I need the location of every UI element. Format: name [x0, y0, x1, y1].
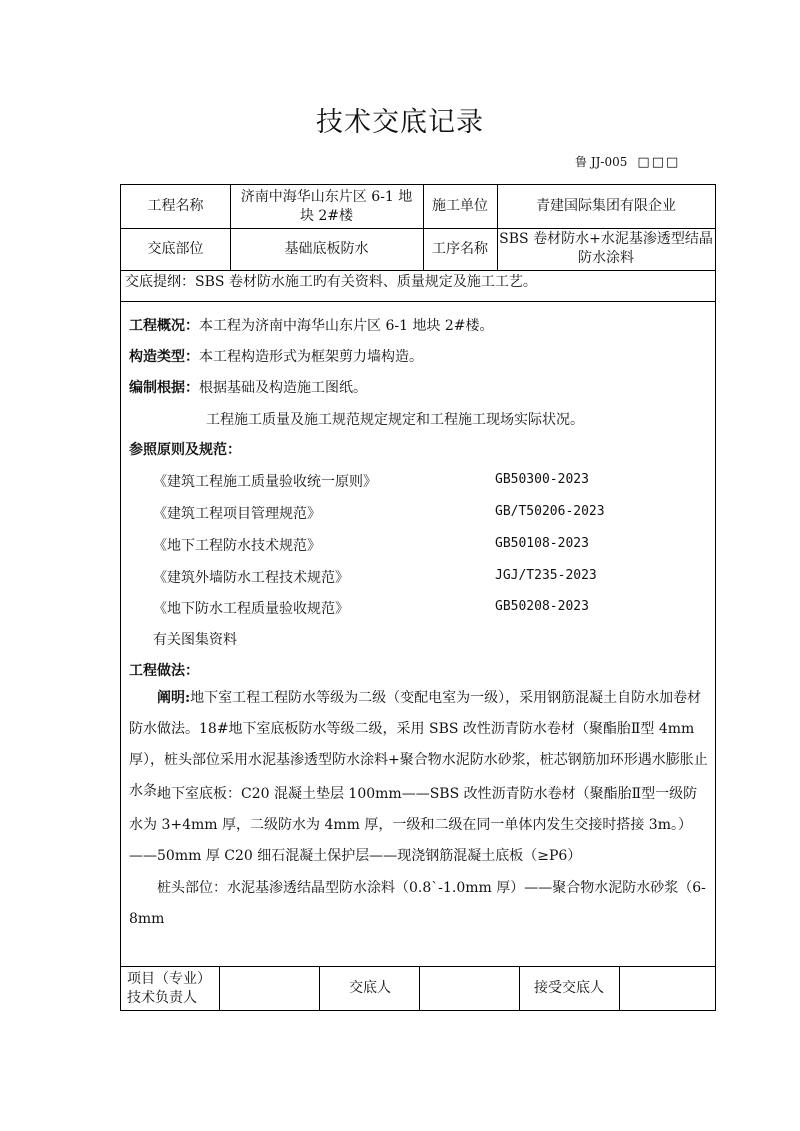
standard-code: GB50108-2023 [495, 536, 589, 551]
structure-line [129, 346, 423, 366]
explanation-label: 阐明: [157, 690, 191, 706]
standard-name: 《地下工程防水技术规范》 [153, 538, 321, 554]
row-divider [121, 301, 715, 302]
overview-label: 工程概况： [129, 318, 199, 334]
method-paragraph-2: 地下室底板：C20 混凝土垫层 100mm——SBS 改性沥青防水卷材（聚酯胎Ⅱ型一级防水为 3+4mm 厚，二级防水为 4mm 厚，一级和二级在同一单体内发生交接时搭接 3m。）——50mm 厚 C20 细石混凝土保护层——现浇钢筋混凝土底板（≥P6） [129, 786, 698, 864]
structure-label: 构造类型： [129, 349, 199, 365]
column-divider [219, 966, 220, 1010]
technical-lead-line: 项目（专业） [127, 971, 211, 987]
project-name-value [230, 185, 423, 228]
basis-text: 根据基础及构造施工图纸。 [199, 380, 367, 396]
overview-text: 本工程为济南中海华山东片区 6-1 地块 2#楼。 [199, 318, 494, 334]
standard-code: JGJ/T235-2023 [495, 568, 597, 583]
basis-label: 编制根据： [129, 380, 199, 396]
standards-label: 参照原则及规范： [129, 442, 241, 458]
method-label: 工程做法： [129, 663, 199, 679]
standard-name: 《建筑工程施工质量验收统一原则》 [153, 474, 377, 490]
explanation-text: 地下室工程工程防水等级为二级（变配电室为一级），采用钢筋混凝土自防水加卷材防水做法。18#地下室底板防水等级二级，采用 SBS 改性沥青防水卷材（聚酯胎Ⅱ型 4mm 厚），桩头部位采用水泥基渗透型防水涂料+聚合物水泥防水砂浆，桩芯钢筋加环形遇水膨胀止水条。 [129, 690, 708, 799]
column-divider [419, 966, 420, 1010]
basis-line [129, 377, 367, 397]
record-table [120, 184, 716, 1011]
process-name-line: SBS 卷材防水+水泥基渗透型结晶 [499, 231, 713, 247]
standard-code: GB/T50206-2023 [495, 504, 605, 519]
process-name-value [497, 228, 715, 270]
disclosure-part-value: 基础底板防水 [284, 240, 369, 257]
standard-name: 《地下防水工程质量验收规范》 [153, 601, 349, 617]
standard-code: GB50300-2023 [495, 472, 589, 487]
method-paragraph-3: 桩头部位：水泥基渗透结晶型防水涂料（0.8`-1.0mm 厚）——聚合物水泥防水砂浆（6-8mm [129, 880, 706, 927]
document-code-boxes: □□□ [637, 155, 681, 170]
project-name-label: 工程名称 [147, 198, 204, 214]
process-name-line: 防水涂料 [578, 250, 634, 266]
discloser-label: 交底人 [349, 979, 391, 996]
process-name-label: 工序名称 [432, 240, 488, 257]
structure-text: 本工程构造形式为框架剪力墙构造。 [199, 349, 423, 365]
project-name-line: 济南中海华山东片区 6-1 地 [240, 188, 413, 205]
column-divider [619, 966, 620, 1010]
document-code: 鲁 JJ-005 [575, 155, 628, 169]
technical-lead-line: 技术负责人 [127, 990, 197, 1006]
basis-text-continued: 工程施工质量及施工规范规定规定和工程施工现场实际状况。 [206, 412, 584, 428]
technical-lead-label [127, 970, 211, 1008]
project-name-line: 块 2#楼 [299, 207, 354, 224]
contractor-value: 青建国际集团有限企业 [536, 198, 676, 214]
contractor-label: 施工单位 [432, 198, 488, 214]
standard-code: GB50208-2023 [495, 599, 589, 614]
document-number [575, 153, 680, 170]
standard-name: 《建筑外墙防水工程技术规范》 [153, 570, 349, 586]
disclosure-part-label: 交底部位 [147, 240, 204, 257]
disclosure-outline: 交底提纲：SBS 卷材防水施工旳有关资料、质量规定及施工工艺。 [125, 274, 537, 290]
page-title: 技术交底记录 [316, 107, 484, 138]
atlas-note: 有关图集资料 [153, 632, 237, 648]
overview-line [129, 315, 494, 335]
receiver-label: 接受交底人 [534, 979, 604, 996]
standard-name: 《建筑工程项目管理规范》 [153, 506, 321, 522]
